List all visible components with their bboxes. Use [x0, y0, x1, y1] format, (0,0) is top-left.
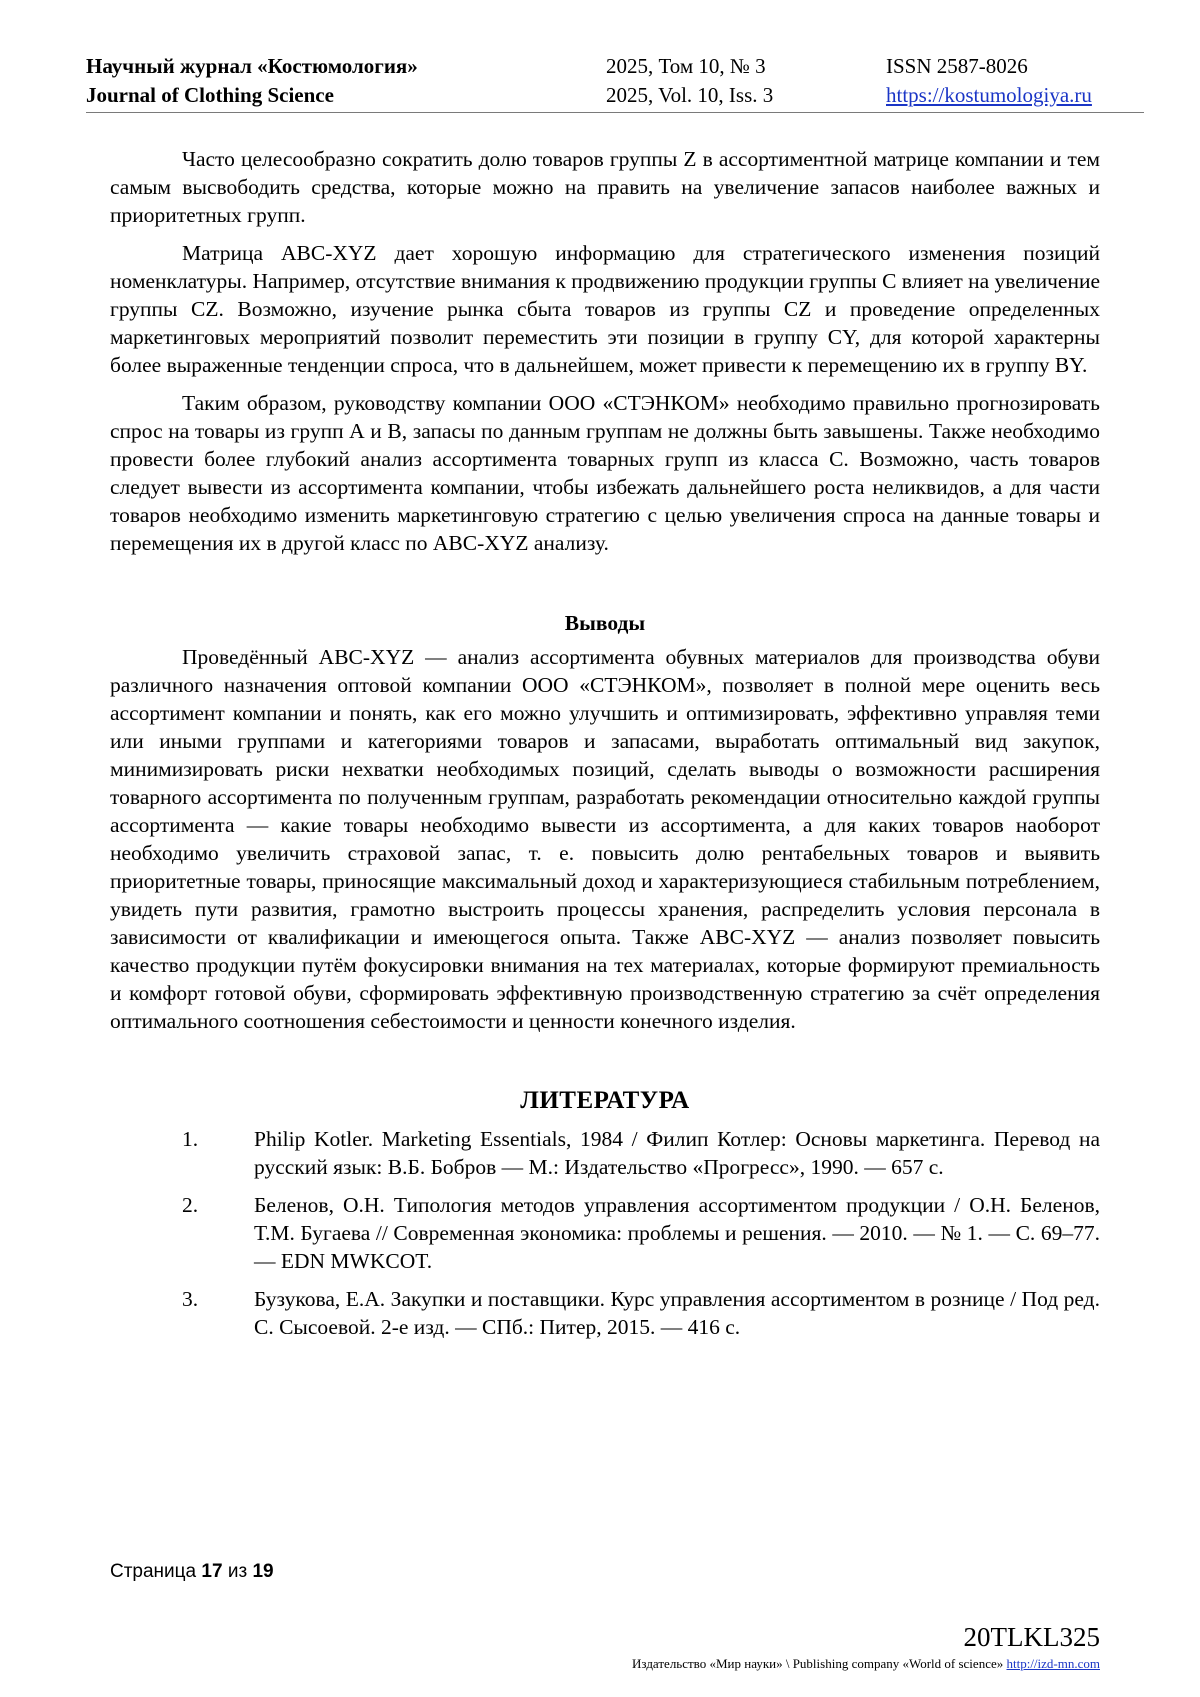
- conclusions-paragraph: Проведённый ABC-XYZ — анализ ассортимента обувных материалов для производства обуви различного назначения оптовой компании ООО «СТЭНКОМ», позволяет в полной мере оценить весь ассортимент компании и понять, как его можно улучшить и оптимизировать, эффективно управляя теми или иными группами и категориями товаров и запасами, выработать оптимальный вид закупок, минимизировать риски нехватки необходимых позиций, сделать выводы о возможности расширения товарного ассортимента по полученным группам, разработать рекомендации относительно каждой группы ассортимента — какие товары необходимо вывести из ассортимента, а для каких товаров наоборот необходимо увеличить страховой запас, т. е. повысить долю рентабельных товаров и выявить приоритетные товары, приносящие максимальный доход и характеризующиеся стабильным потреблением, увидеть пути развития, грамотно выстроить процессы хранения, распределить условия персонала в зависимости от квалификации и имеющегося опыта. Также ABC-XYZ — анализ позволяет повысить качество продукции путём фокусировки внимания на тех материалах, которые формируют премиальность и комфорт готовой обуви, сформировать эффективную производственную стратегию за счёт определения оптимального соотношения себестоимости и ценности конечного изделия.: [110, 645, 1100, 1033]
- page-current: 17: [201, 1561, 223, 1582]
- issue-block: [606, 52, 773, 110]
- page-separator: из: [227, 1561, 248, 1582]
- journal-title-block: [86, 52, 418, 110]
- references-heading: ЛИТЕРАТУРА: [520, 1087, 690, 1114]
- page-total: 19: [252, 1561, 274, 1582]
- journal-title-ru: Научный журнал «Костюмология»: [86, 54, 418, 78]
- journal-title-en: Journal of Clothing Science: [86, 83, 334, 107]
- issn: ISSN 2587-8026: [886, 54, 1028, 78]
- publisher-link[interactable]: http://izd-mn.com: [1006, 1656, 1100, 1671]
- body-paragraph-1: Часто целесообразно сократить долю товаров группы Z в ассортиментной матрице компании и тем самым высвободить средства, которые можно на править на увеличение запасов наиболее важных и приоритетных групп.: [110, 147, 1100, 227]
- publisher-text: Издательство «Мир науки» \ Publishing company «World of science»: [632, 1656, 1004, 1671]
- page-prefix: Страница: [110, 1561, 197, 1582]
- issue-en: 2025, Vol. 10, Iss. 3: [606, 83, 774, 107]
- conclusions-heading: Выводы: [564, 611, 646, 635]
- body-paragraph-2: Матрица ABC-XYZ дает хорошую информацию для стратегического изменения позиций номенклатуры. Например, отсутствие внимания к продвижению продукции группы С влияет на увеличение группы CZ. Возможно, изучение рынка сбыта товаров из группы CZ и проведение определенных маркетинговых мероприятий позволит переместить эти позиции в группу CY, для которой характерны более выраженные тенденции спроса, что в дальнейшем, может привести к перемещению их в группу BY.: [110, 241, 1100, 377]
- publisher-line: [632, 1656, 1100, 1672]
- reference-item: [110, 1125, 1100, 1181]
- article-body: [110, 145, 1100, 1351]
- reference-number: 2.: [182, 1193, 199, 1217]
- issue-ru: 2025, Том 10, № 3: [606, 54, 766, 78]
- reference-number: 3.: [182, 1287, 199, 1311]
- reference-text: Бузукова, Е.А. Закупки и поставщики. Курс управления ассортиментом в рознице / Под ред. С. Сысоевой. 2-е изд. — СПб.: Питер, 2015. — 416 с.: [254, 1287, 1100, 1339]
- page-header: [86, 52, 1144, 113]
- page-counter: [110, 1561, 274, 1583]
- issn-block: [886, 52, 1092, 110]
- reference-item: [110, 1191, 1100, 1275]
- reference-text: Philip Kotler. Marketing Essentials, 1984 / Филип Котлер: Основы маркетинга. Перевод на русский язык: В.Б. Бобров — М.: Издательство «Прогресс», 1990. — 657 с.: [254, 1127, 1100, 1179]
- article-code: 20TLKL325: [963, 1622, 1100, 1652]
- reference-item: [110, 1285, 1100, 1341]
- body-paragraph-3: Таким образом, руководству компании ООО «СТЭНКОМ» необходимо правильно прогнозировать спрос на товары из групп А и В, запасы по данным группам не должны быть завышены. Также необходимо провести более глубокий анализ ассортимента товарных групп из класса С. Возможно, часть товаров следует вывести из ассортимента компании, чтобы избежать дальнейшего роста неликвидов, а для части товаров необходимо изменить маркетинговую стратегию с целью увеличения спроса на данные товары и перемещения их в другой класс по ABC-XYZ анализу.: [110, 391, 1100, 555]
- reference-text: Беленов, О.Н. Типология методов управления ассортиментом продукции / О.Н. Беленов, Т.М. Бугаева // Современная экономика: проблемы и решения. — 2010. — № 1. — С. 69–77. — EDN MWKCOT.: [254, 1193, 1100, 1273]
- journal-link[interactable]: https://kostumologiya.ru: [886, 83, 1092, 107]
- reference-number: 1.: [182, 1127, 199, 1151]
